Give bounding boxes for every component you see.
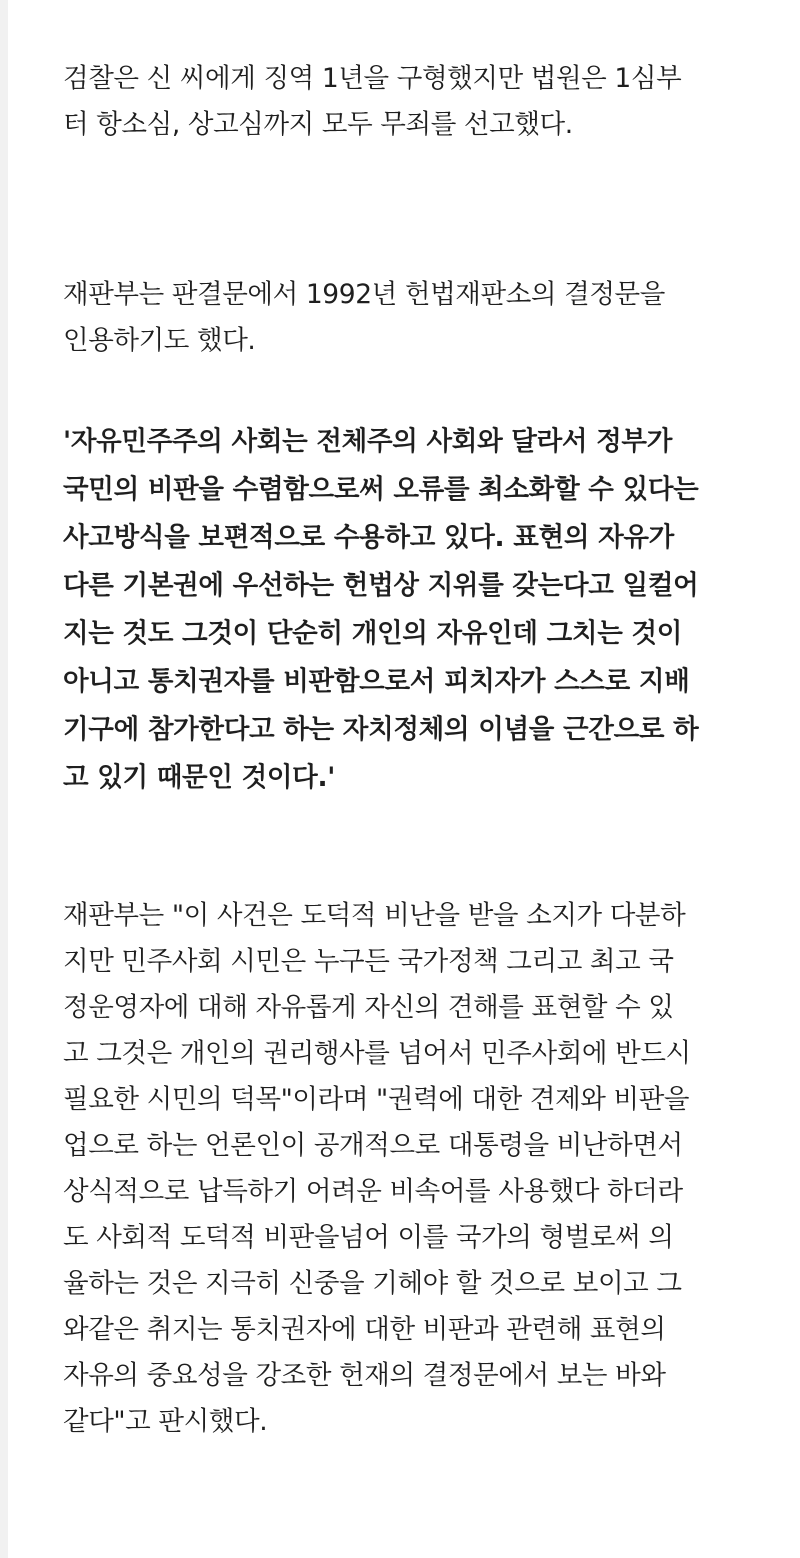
text-line: 같다"고 판시했다. [63,1406,268,1437]
text-line: 재판부는 "이 사건은 도덕적 비난을 받을 소지가 다분하 [63,900,686,931]
text-line: 지는 것도 그것이 단순히 개인의 자유인데 그치는 것이 [63,618,683,649]
text-line: 재판부는 판결문에서 1992년 헌법재판소의 결정문을 [63,279,665,310]
text-line: 다른 기본권에 우선하는 헌법상 지위를 갖는다고 일컬어 [63,570,699,601]
text-line: 와같은 취지는 통치권자에 대한 비판과 관련해 표현의 [63,1314,666,1345]
text-line: 지만 민주사회 시민은 누구든 국가정책 그리고 최고 국 [63,946,674,977]
text-line: 상식적으로 납득하기 어려운 비속어를 사용했다 하더라 [63,1176,683,1207]
text-line: 검찰은 신 씨에게 징역 1년을 구형했지만 법원은 1심부 [63,63,682,94]
text-line: 업으로 하는 언론인이 공개적으로 대통령을 비난하면서 [63,1130,683,1161]
text-line: 고 그것은 개인의 권리행사를 넘어서 민주사회에 반드시 [63,1038,691,1069]
text-line: '자유민주주의 사회는 전체주의 사회와 달라서 정부가 [63,426,673,457]
text-line: 자유의 중요성을 강조한 헌재의 결정문에서 보는 바와 [63,1360,666,1391]
text-line: 필요한 시민의 덕목"이라며 "권력에 대한 견제와 비판을 [63,1084,690,1115]
text-line: 고 있기 때문인 것이다.' [63,762,336,793]
paragraph-verdict [63,56,681,148]
left-margin-rule [0,0,8,1558]
paragraph-court-ruling [63,893,691,1445]
text-line: 인용하기도 했다. [63,325,256,356]
text-line: 사고방식을 보편적으로 수용하고 있다. 표현의 자유가 [63,522,674,553]
paragraph-quote-bold [63,418,698,802]
text-line: 아니고 통치권자를 비판함으로서 피치자가 스스로 지배 [63,666,690,697]
text-line: 터 항소심, 상고심까지 모두 무죄를 선고했다. [63,109,573,140]
text-line: 도 사회적 도덕적 비판을넘어 이를 국가의 형벌로써 의 [63,1222,674,1253]
text-line: 정운영자에 대해 자유롭게 자신의 견해를 표현할 수 있 [63,992,674,1023]
text-line: 기구에 참가한다고 하는 자치정체의 이념을 근간으로 하 [63,714,699,745]
text-line: 국민의 비판을 수렴함으로써 오류를 최소화할 수 있다는 [63,474,699,505]
text-line: 율하는 것은 지극히 신중을 기헤야 할 것으로 보이고 그 [63,1268,682,1299]
paragraph-citation-intro [63,272,665,364]
